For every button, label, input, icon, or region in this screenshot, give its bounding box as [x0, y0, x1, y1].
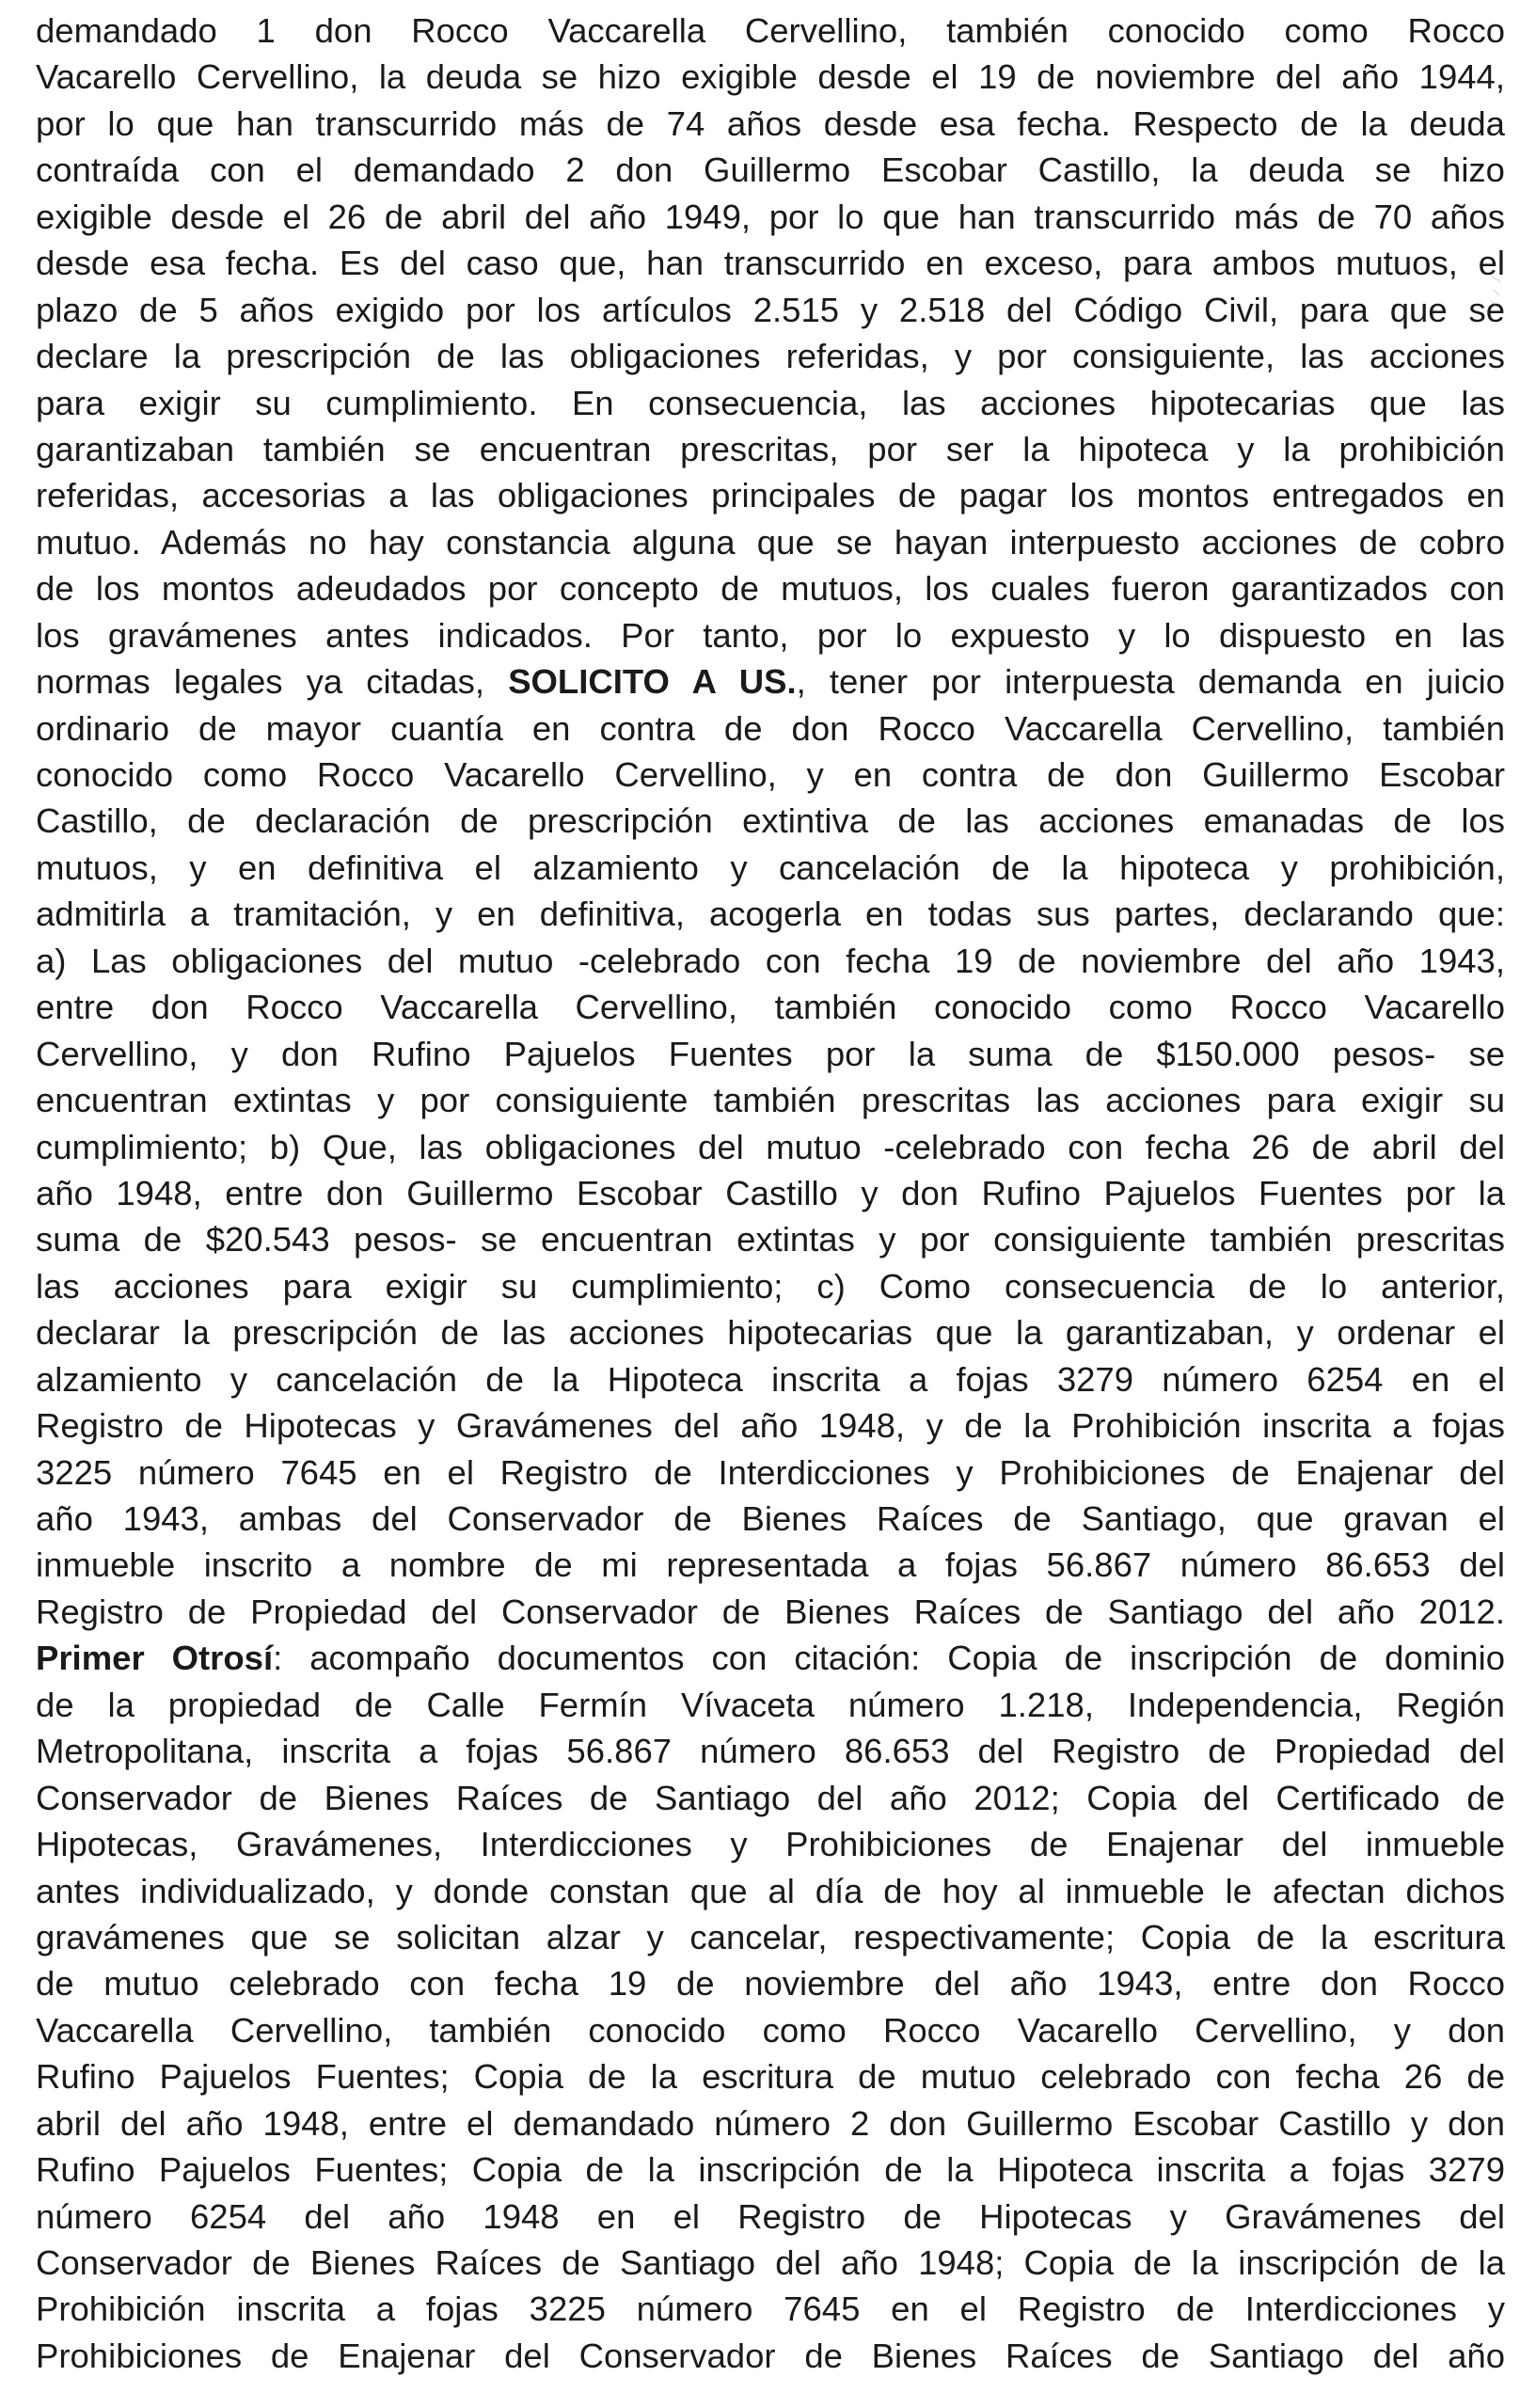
line-text-segment: Registro de Propiedad del Conservador de Bienes Raíces de Santiago del año 2012.: [36, 1592, 1505, 1631]
line-text-segment: mutuos, y en definitiva el alzamiento y cancelación de la hipoteca y prohibición,: [36, 848, 1505, 887]
line-text-segment: a) Las obligaciones del mutuo -celebrado con fecha 19 de noviembre del año 1943,: [36, 941, 1505, 980]
line-text-segment: Vaccarella Cervellino, también conocido como Rocco Vacarello Cervellino, y don: [36, 2010, 1505, 2050]
document-line: [36, 752, 1505, 798]
document-page: [36, 0, 1505, 2408]
line-text-segment: antes individualizado, y donde constan que al día de hoy al inmueble le afectan dichos: [36, 1871, 1505, 1910]
line-text-segment: por lo que han transcurrido más de 74 años desde esa fecha. Respecto de la deuda: [36, 103, 1505, 143]
document-line: [36, 1682, 1505, 1728]
line-text-segment: desde esa fecha. Es del caso que, han transcurrido en exceso, para ambos mutuos, el: [36, 244, 1505, 283]
line-text-segment: conocido como Rocco Vacarello Cervellino, y en contra de don Guillermo Escobar: [36, 755, 1505, 794]
line-text-segment: mutuo. Además no hay constancia alguna que se hayan interpuesto acciones de cobro: [36, 522, 1505, 562]
line-text-segment: : acompaño documentos con citación: Copia de inscripción de dominio: [273, 1639, 1505, 1678]
line-text-segment: Registro de Hipotecas y Gravámenes del año 1948, y de la Prohibición inscrita a fojas: [36, 1406, 1505, 1446]
line-text-segment: garantizaban también se encuentran prescritas, por ser la hipoteca y la prohibición: [36, 429, 1505, 468]
scan-artifact-mark: [1488, 273, 1505, 310]
line-text-segment: encuentran extintas y por consiguiente también prescritas las acciones para exigir su: [36, 1081, 1505, 1120]
line-text-segment: exigible desde el 26 de abril del año 1949, por lo que han transcurrido más de 70 años: [36, 197, 1505, 236]
line-text-segment: Metropolitana, inscrita a fojas 56.867 número 86.653 del Registro de Propiedad del: [36, 1732, 1505, 1771]
document-line: [36, 1031, 1505, 1077]
line-text-segment: Rufino Pajuelos Fuentes; Copia de la inscripción de la Hipoteca inscrita a fojas 3279: [36, 2150, 1505, 2190]
document-line: [36, 1728, 1505, 1774]
document-line: [36, 1914, 1505, 1960]
line-text-segment: año 1948, entre don Guillermo Escobar Castillo y don Rufino Pajuelos Fuentes por la: [36, 1173, 1505, 1212]
document-line: [36, 705, 1505, 752]
line-text-segment: Vacarello Cervellino, la deuda se hizo exigible desde el 19 de noviembre del año 1944,: [36, 57, 1505, 97]
line-text-segment: declare la prescripción de las obligaciones referidas, y por consiguiente, las acciones: [36, 337, 1505, 376]
line-text-segment: 3225 número 7645 en el Registro de Interdicciones y Prohibiciones de Enajenar del: [36, 1452, 1505, 1492]
document-line: [36, 1309, 1505, 1355]
document-line: [36, 1124, 1505, 1170]
line-text-segment: Hipotecas, Gravámenes, Interdicciones y Prohibiciones de Enajenar del inmueble: [36, 1825, 1505, 1864]
line-text-segment: , tener por interpuesta demanda en juicio: [796, 662, 1505, 702]
document-line: [36, 2240, 1505, 2286]
document-body-text: [36, 8, 1505, 2379]
document-line: [36, 1402, 1505, 1449]
document-line: [36, 147, 1505, 193]
line-text-segment: Prohibición inscrita a fojas 3225 número 7645 en el Registro de Interdicciones y: [36, 2289, 1505, 2329]
line-text-segment: de los montos adeudados por concepto de mutuos, los cuales fueron garantizados con: [36, 569, 1505, 609]
line-text-segment: Conservador de Bienes Raíces de Santiago del año 2012; Copia del Certificado de: [36, 1778, 1505, 1817]
line-text-segment: demandado 1 don Rocco Vaccarella Cervellino, también conocido como Rocco: [36, 11, 1505, 50]
document-line: [36, 565, 1505, 611]
document-line: [36, 2053, 1505, 2099]
document-line: [36, 240, 1505, 286]
document-line: [36, 1868, 1505, 1914]
document-line: [36, 519, 1505, 565]
document-line: [36, 1216, 1505, 1262]
line-text-segment: referidas, accesorias a las obligaciones principales de pagar los montos entregados en: [36, 476, 1505, 515]
document-line: [36, 2147, 1505, 2193]
document-line: [36, 1542, 1505, 1588]
document-line: [36, 1077, 1505, 1123]
document-line: [36, 2286, 1505, 2332]
line-text-segment: abril del año 1948, entre el demandado número 2 don Guillermo Escobar Castillo y don: [36, 2103, 1505, 2143]
line-text-segment: declarar la prescripción de las acciones hipotecarias que la garantizaban, y ordenar el: [36, 1313, 1505, 1353]
line-text-segment: los gravámenes antes indicados. Por tanto, por lo expuesto y lo dispuesto en las: [36, 615, 1505, 655]
document-line: [36, 1775, 1505, 1821]
document-line: [36, 1170, 1505, 1216]
document-line: [36, 1450, 1505, 1496]
line-text-segment: contraída con el demandado 2 don Guillermo Escobar Castillo, la deuda se hizo: [36, 150, 1505, 190]
document-line: [36, 984, 1505, 1030]
document-line: [36, 426, 1505, 472]
line-text-segment: para exigir su cumplimiento. En consecuencia, las acciones hipotecarias que las: [36, 383, 1505, 422]
document-line: [36, 2007, 1505, 2053]
document-line: [36, 2100, 1505, 2147]
document-line: [36, 658, 1505, 705]
line-text-segment: normas legales ya citadas,: [36, 662, 509, 702]
line-text-segment: Rufino Pajuelos Fuentes; Copia de la escritura de mutuo celebrado con fecha 26 de: [36, 2057, 1505, 2097]
line-text-segment: de mutuo celebrado con fecha 19 de noviembre del año 1943, entre don Rocco: [36, 1964, 1505, 2004]
document-line: [36, 287, 1505, 333]
document-line: [36, 1263, 1505, 1309]
line-text-segment: Prohibiciones de Enajenar del Conservador de Bienes Raíces de Santiago del año: [36, 2336, 1505, 2375]
document-line: [36, 1496, 1505, 1542]
line-text-segment: Cervellino, y don Rufino Pajuelos Fuentes por la suma de $150.000 pesos- se: [36, 1034, 1505, 1073]
line-text-segment: ordinario de mayor cuantía en contra de don Rocco Vaccarella Cervellino, también: [36, 708, 1505, 748]
line-text-segment: plazo de 5 años exigido por los artículos 2.515 y 2.518 del Código Civil, para que se: [36, 290, 1505, 329]
line-text-segment: Conservador de Bienes Raíces de Santiago del año 1948; Copia de la inscripción de la: [36, 2243, 1505, 2282]
document-line: [36, 8, 1505, 54]
document-line: [36, 1821, 1505, 1867]
line-text-segment: gravámenes que se solicitan alzar y cancelar, respectivamente; Copia de la escritura: [36, 1917, 1505, 1956]
line-text-segment: de la propiedad de Calle Fermín Vívaceta número 1.218, Independencia, Región: [36, 1685, 1505, 1724]
line-text-segment: entre don Rocco Vaccarella Cervellino, también conocido como Rocco Vacarello: [36, 988, 1505, 1027]
line-text-segment: alzamiento y cancelación de la Hipoteca inscrita a fojas 3279 número 6254 en el: [36, 1359, 1505, 1399]
document-line: [36, 194, 1505, 240]
line-text-segment: las acciones para exigir su cumplimiento; c) Como consecuencia de lo anterior,: [36, 1266, 1505, 1306]
document-line: [36, 2333, 1505, 2379]
line-text-segment: número 6254 del año 1948 en el Registro de Hipotecas y Gravámenes del: [36, 2196, 1505, 2236]
document-line: [36, 1356, 1505, 1402]
line-text-segment: cumplimiento; b) Que, las obligaciones del mutuo -celebrado con fecha 26 de abril del: [36, 1127, 1505, 1166]
line-text-segment: Castillo, de declaración de prescripción extintiva de las acciones emanadas de los: [36, 801, 1505, 841]
document-line: [36, 380, 1505, 426]
document-line: [36, 54, 1505, 100]
document-line: [36, 1589, 1505, 1635]
document-line: [36, 612, 1505, 658]
line-text-segment: inmueble inscrito a nombre de mi representada a fojas 56.867 número 86.653 del: [36, 1545, 1505, 1585]
document-line: [36, 472, 1505, 518]
document-line: [36, 845, 1505, 891]
line-text-segment: año 1943, ambas del Conservador de Bienes Raíces de Santiago, que gravan el: [36, 1499, 1505, 1538]
document-line: [36, 101, 1505, 147]
document-line: [36, 938, 1505, 984]
document-line: [36, 1635, 1505, 1681]
bold-text-segment: Primer Otrosí: [36, 1639, 274, 1678]
document-line: [36, 1960, 1505, 2006]
document-line: [36, 798, 1505, 844]
document-line: [36, 333, 1505, 379]
line-text-segment: admitirla a tramitación, y en definitiva, acogerla en todas sus partes, declarando que:: [36, 895, 1505, 934]
document-line: [36, 2194, 1505, 2240]
bold-text-segment: SOLICITO A US.: [508, 662, 797, 702]
line-text-segment: suma de $20.543 pesos- se encuentran extintas y por consiguiente también prescritas: [36, 1220, 1505, 1259]
document-line: [36, 891, 1505, 937]
